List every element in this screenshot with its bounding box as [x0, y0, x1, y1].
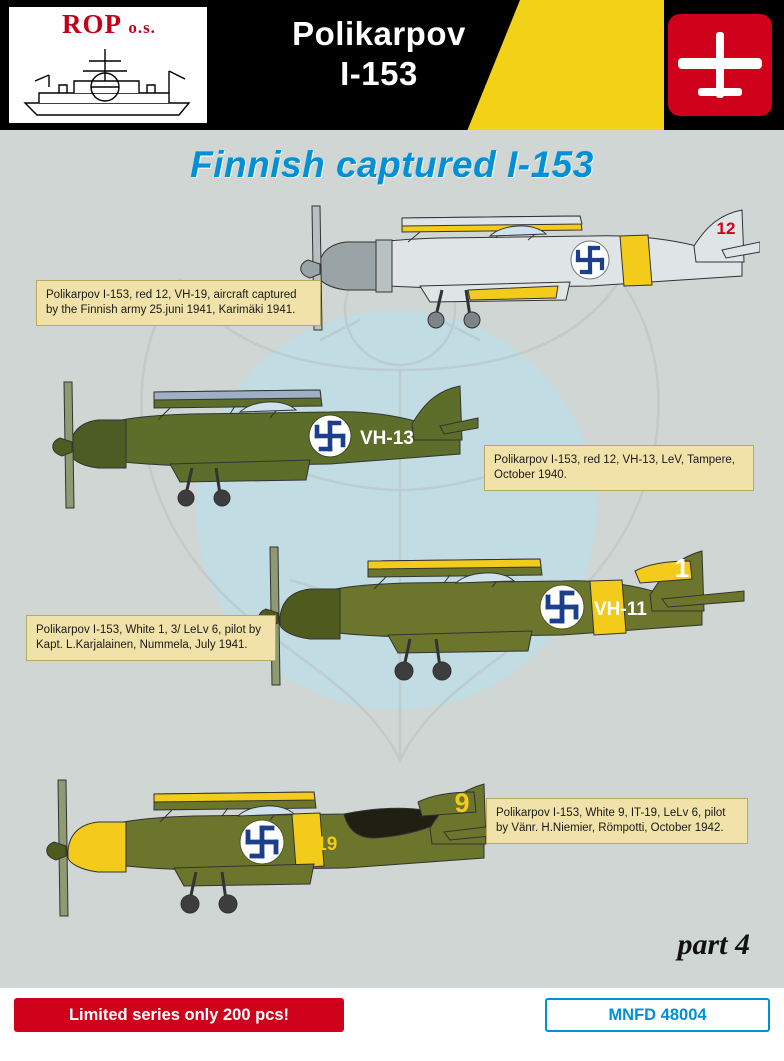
aircraft-profile-4	[14, 750, 514, 930]
airplane-badge	[668, 14, 772, 116]
profile-2-code: VH-13	[360, 428, 414, 449]
brand-logo-suffix: o.s.	[128, 18, 156, 37]
limited-series-badge: Limited series only 200 pcs!	[14, 998, 344, 1032]
ship-logo-icon	[19, 41, 199, 121]
airplane-icon	[668, 14, 772, 116]
profile-4-tail-number: 9	[454, 788, 470, 818]
caption-white1: Polikarpov I-153, White 1, 3/ LeLv 6, pilot by Kapt. L.Karjalainen, Nummela, July 1941.	[26, 615, 276, 661]
caption-red12-vh19: Polikarpov I-153, red 12, VH-19, aircraft captured by the Finnish army 25.juni 1941, Karimäki 1941.	[36, 280, 321, 326]
aircraft-profile-2	[30, 362, 480, 527]
part-label: part 4	[677, 928, 750, 961]
profile-3-code: VH-11	[594, 599, 647, 620]
aircraft-profile-3	[210, 525, 750, 705]
aircraft-profile-1	[290, 190, 760, 350]
caption-white9-it19: Polikarpov I-153, White 9, IT-19, LeLv 6, pilot by Vänr. H.Niemier, Römpotti, October 1942.	[486, 798, 748, 844]
title-line-1: Polikarpov	[292, 15, 466, 52]
footer-bar	[0, 988, 784, 1061]
product-code-badge: MNFD 48004	[545, 998, 770, 1032]
main-panel	[0, 130, 784, 988]
brand-logo-text	[9, 9, 209, 40]
brand-logo-main: ROP	[62, 9, 121, 39]
profile-4-code: IT-19	[294, 834, 338, 855]
brand-logo	[8, 6, 208, 124]
header-bar	[0, 0, 784, 130]
profile-1-tail-number: 12	[716, 219, 736, 238]
page-title	[214, 14, 544, 94]
profile-3-tail-number: 1	[674, 553, 690, 583]
subtitle: Finnish captured I-153	[190, 144, 594, 185]
title-line-2: I-153	[340, 55, 418, 92]
caption-red12-vh13: Polikarpov I-153, red 12, VH-13, LeV, Tampere, October 1940.	[484, 445, 754, 491]
